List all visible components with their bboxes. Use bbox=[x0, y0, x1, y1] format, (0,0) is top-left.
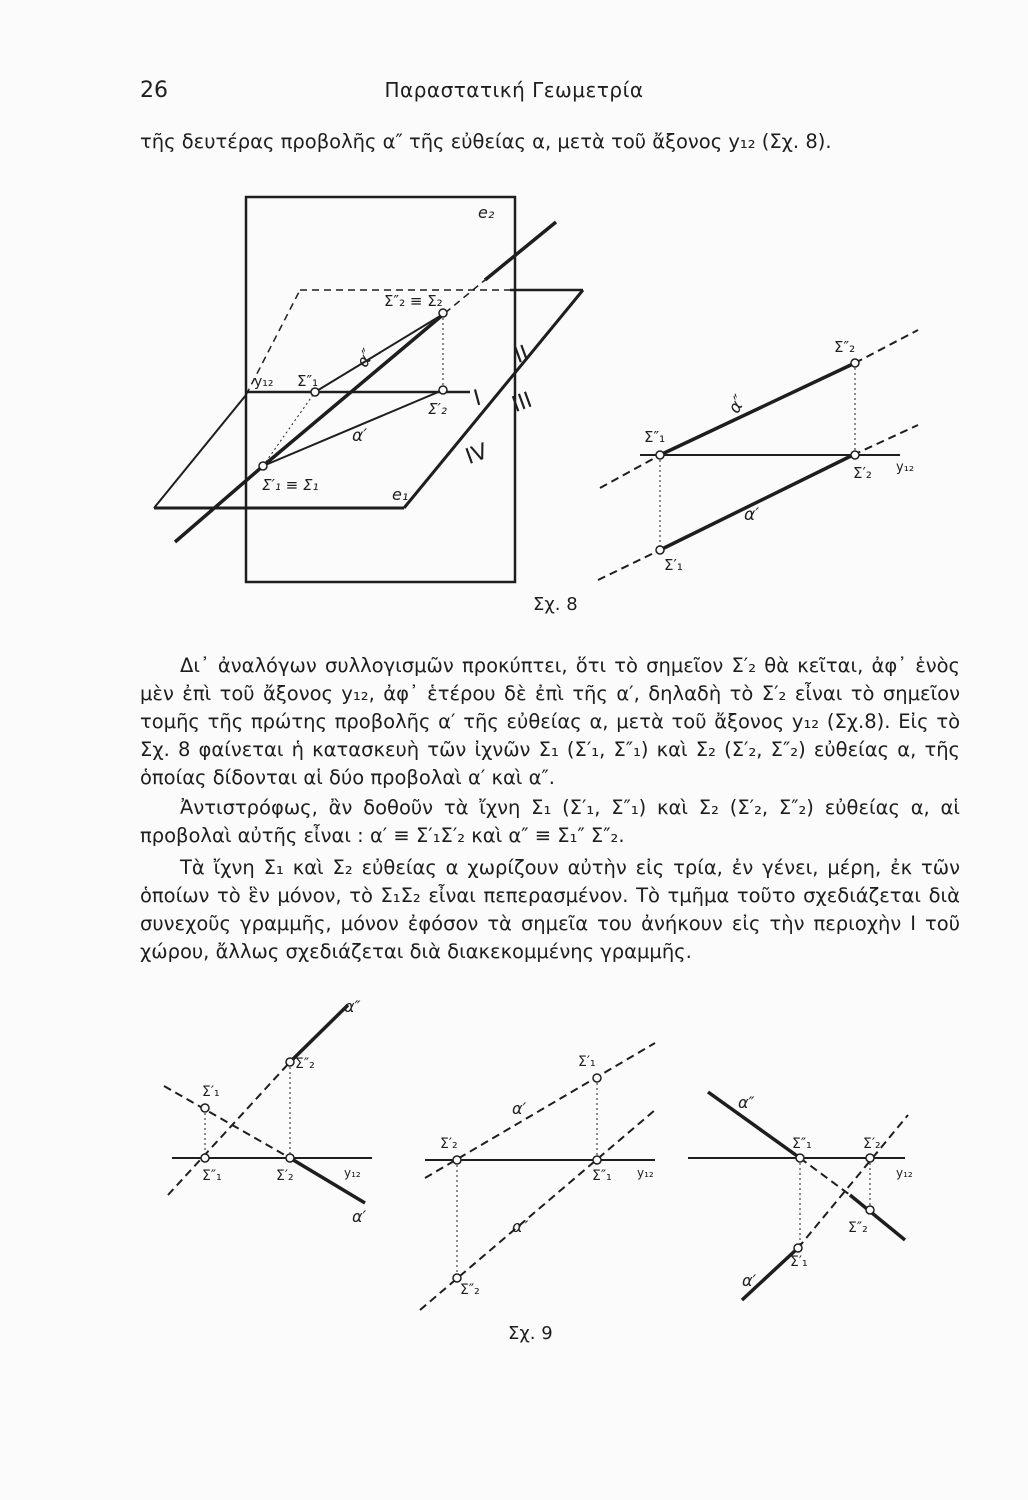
fig9c-label-s2-top: Σ′₂ bbox=[863, 1136, 881, 1152]
label-proj-top: α′ bbox=[352, 426, 368, 446]
label-quadrant-1: I bbox=[471, 385, 484, 412]
point-s2-trace bbox=[439, 309, 447, 317]
epure-label-axis: y₁₂ bbox=[896, 460, 915, 475]
label-s2-trace: Σ″₂ ≡ Σ₂ bbox=[384, 292, 443, 310]
epure-label-s2-front: Σ″₂ bbox=[834, 338, 856, 356]
fig8-epure bbox=[598, 330, 918, 580]
epure-front-dashed-right bbox=[855, 330, 918, 363]
label-s1-front: Σ″₁ bbox=[297, 372, 319, 390]
fig9b bbox=[420, 1043, 655, 1310]
epure-alpha-top bbox=[660, 455, 853, 550]
fig9c-alpha-front-dashed bbox=[800, 1158, 850, 1195]
fig9a-label-s1-top: Σ′₁ bbox=[202, 1084, 220, 1100]
epure-point-s1-top bbox=[656, 546, 664, 554]
fig9a-alpha-top-dashed bbox=[164, 1086, 290, 1158]
fig9b-label-s1-front: Σ″₁ bbox=[592, 1168, 612, 1184]
fig9a bbox=[164, 1005, 372, 1203]
fig8-perspective bbox=[154, 197, 583, 582]
line-alpha-hidden bbox=[445, 280, 485, 313]
fig9a-alpha-front-solid bbox=[290, 1005, 348, 1062]
fig9a-alpha-top-solid bbox=[290, 1158, 365, 1203]
fig8-caption: Σχ. 8 bbox=[533, 594, 578, 615]
epure-label-proj-top: α′ bbox=[744, 505, 760, 525]
epure-point-s2-front bbox=[851, 359, 859, 367]
paragraph-3: Ἀντιστρόφως, ἂν δοθοῦν τὰ ἴχνη Σ₁ (Σ′₁, Σ″₁) καὶ Σ₂ (Σ′₂, Σ″₂) εὐθείας α, αἱ προβολαὶ αὐτῆς εἶναι : α′ ≡ Σ′₁Σ′₂ καὶ α″ ≡ Σ₁″ Σ″₂. bbox=[140, 796, 960, 847]
label-s1-trace: Σ′₁ ≡ Σ₁ bbox=[262, 476, 319, 494]
label-proj-front: α″ bbox=[352, 345, 379, 372]
epure-top-dashed-right bbox=[853, 425, 918, 455]
label-quadrant-4: IV bbox=[462, 439, 492, 470]
fig9c-point-s2-front bbox=[866, 1206, 874, 1214]
label-s2-top: Σ′₂ bbox=[428, 400, 447, 418]
epure-point-s1-front bbox=[656, 451, 664, 459]
paragraph-4: Τὰ ἴχνη Σ₁ καὶ Σ₂ εὐθείας α χωρίζουν αὐτὴν εἰς τρία, ἐν γένει, μέρη, ἐκ τῶν ὁποίων τὸ ἓν μόνον, τὸ Σ₁Σ₂ εἶναι πεπερασμένον. Τὸ τμῆμα τοῦτο σχεδιάζεται διὰ συνεχοῦς γραμμῆς, μόνον ἐφόσον τὰ σημεῖα του ἀνήκουν εἰς τὴν περιοχὴν I τοῦ χώρου, ἄλλως σχεδιάζεται διὰ διακεκομμένης γραμμῆς. bbox=[140, 856, 960, 963]
projection-alpha-front bbox=[315, 313, 445, 392]
fig9a-label-proj-top: α′ bbox=[352, 1207, 367, 1226]
fig9b-point-s2-top bbox=[453, 1156, 461, 1164]
fig9c-label-s1-top: Σ′₁ bbox=[790, 1254, 808, 1270]
label-plane-e2: e₂ bbox=[478, 203, 495, 222]
fig9c-label-proj-top: α′ bbox=[742, 1271, 757, 1290]
epure-top-dashed-left bbox=[598, 550, 660, 580]
fig9c-label-s1-front: Σ″₁ bbox=[792, 1136, 812, 1152]
point-s2-top bbox=[439, 386, 447, 394]
line-alpha-upper bbox=[485, 222, 556, 280]
running-title: Παραστατική Γεωμετρία bbox=[384, 78, 644, 102]
line-alpha-lower bbox=[175, 466, 263, 542]
fig9b-label-s2-top: Σ′₂ bbox=[440, 1136, 458, 1152]
fig9a-point-s2-front bbox=[286, 1058, 294, 1066]
paragraph-1: τῆς δευτέρας προβολῆς α″ τῆς εὐθείας α, μετὰ τοῦ ἄξονος y₁₂ (Σχ. 8). bbox=[140, 130, 832, 153]
epure-point-s2-top bbox=[851, 451, 859, 459]
fig9c-point-s1-top bbox=[794, 1244, 802, 1252]
fig9c-labels bbox=[738, 1093, 913, 1290]
fig9c-label-axis: y₁₂ bbox=[896, 1166, 913, 1180]
fig9a-label-s1-front: Σ″₁ bbox=[202, 1168, 222, 1184]
paragraph-2: Δι᾽ ἀναλόγων συλλογισμῶν προκύπτει, ὅτι τὸ σημεῖον Σ′₂ θὰ κεῖται, ἀφ᾽ ἑνὸς μὲν ἐπὶ τοῦ ἄξονος y₁₂, ἀφ᾽ ἑτέρου δὲ ἐπὶ τῆς α′, δηλαδὴ τὸ Σ′₂ εἶναι τὸ σημεῖον τομῆς τῆς πρώτης προβολῆς α′ τῆς εὐθείας α, μετὰ τοῦ ἄξονος y₁₂ (Σχ.8). Εἰς τὸ Σχ. 8 φαίνεται ἡ κατασκευὴ τῶν ἰχνῶν Σ₁ (Σ′₁, Σ″₁) καὶ Σ₂ (Σ′₂, Σ″₂) εὐθείας α, τῆς ὁποίας δίδονται αἱ δύο προβολαὶ α′ καὶ α″. bbox=[140, 654, 960, 789]
fig9b-label-proj-front: α″ bbox=[512, 1217, 529, 1236]
epure-label-s2-top: Σ′₂ bbox=[853, 464, 872, 482]
label-axis-y12: y₁₂ bbox=[254, 374, 274, 390]
fig9b-label-s2-front: Σ″₂ bbox=[460, 1282, 480, 1298]
fig9b-point-s1-front bbox=[593, 1156, 601, 1164]
page-number: 26 bbox=[140, 78, 168, 103]
fig9a-label-proj-front: α″ bbox=[344, 997, 361, 1016]
fig9b-point-s1-top bbox=[593, 1074, 601, 1082]
label-plane-e1: e₁ bbox=[392, 485, 409, 504]
fig9b-labels bbox=[440, 1054, 654, 1298]
label-quadrant-2: II bbox=[511, 340, 532, 369]
fig9c-label-proj-front: α″ bbox=[738, 1093, 755, 1112]
fig9b-label-proj-top: α′ bbox=[512, 1099, 527, 1118]
fig9a-label-axis: y₁₂ bbox=[344, 1166, 361, 1180]
fig9c-point-s2-top bbox=[866, 1154, 874, 1162]
epure-front-dashed-left bbox=[600, 455, 660, 488]
epure-label-s1-front: Σ″₁ bbox=[644, 428, 666, 446]
fig9b-label-axis: y₁₂ bbox=[637, 1166, 654, 1180]
fig9c-point-s1-front bbox=[796, 1154, 804, 1162]
fig9a-point-s2-top bbox=[286, 1154, 294, 1162]
fig9a-label-s2-front: Σ″₂ bbox=[295, 1056, 315, 1072]
epure-label-s1-top: Σ′₁ bbox=[664, 556, 683, 574]
fig9a-label-s2-top: Σ′₂ bbox=[276, 1168, 294, 1184]
point-s1-trace bbox=[259, 462, 267, 470]
fig9b-point-s2-front bbox=[453, 1274, 461, 1282]
fig9a-point-s1-top bbox=[201, 1104, 209, 1112]
label-quadrant-3: III bbox=[508, 387, 536, 418]
fig9a-alpha-front-dashed bbox=[168, 1062, 290, 1195]
epure-alpha-front bbox=[660, 363, 855, 455]
fig9a-point-s1-front bbox=[201, 1154, 209, 1162]
epure-label-proj-front: α″ bbox=[724, 391, 751, 418]
fig9a-labels bbox=[202, 997, 367, 1226]
fig9b-label-s1-top: Σ′₁ bbox=[578, 1054, 596, 1070]
fig9c-label-s2-front: Σ″₂ bbox=[848, 1220, 868, 1236]
fig9-caption: Σχ. 9 bbox=[508, 1323, 553, 1344]
